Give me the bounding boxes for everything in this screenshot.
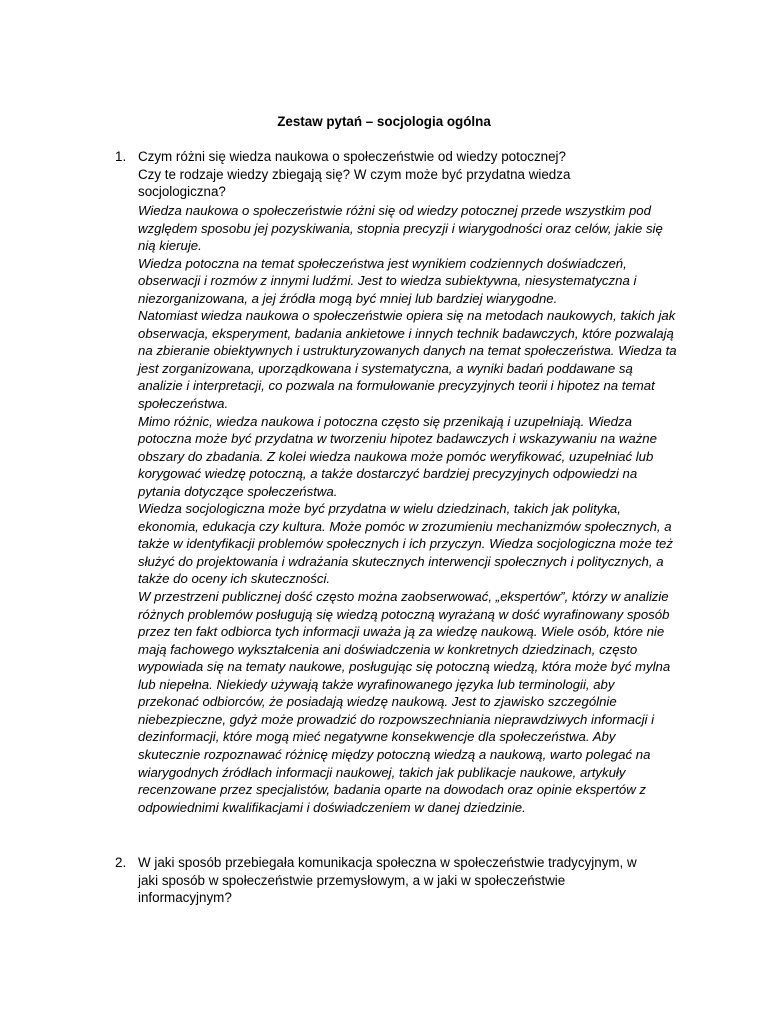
answer-paragraph: W przestrzeni publicznej dość często można zaobserwować, „ekspertów”, którzy w analizie różnych problemów posługują się wiedzą potoczną wyrażaną w dość wyrafinowany sposób przez ten fakt odbiorca tych informacji uważa ją za wiedzę naukową. Wiele osób, które nie mają fachowego wykształcenia ani doświadczenia w konkretnych dziedzinach, często wypowiada się na tematy naukowe, posługując się potoczną wiedzą, która może być mylna lub niepełna. Niekiedy używają także wyrafinowanego języka lub terminologii, aby przekonać odbiorców, że posiadają wiedzę naukową. Jest to zjawisko szczególnie niebezpieczne, gdyż może prowadzić do rozpowszechniania nieprawdziwych informacji i dezinformacji, które mogą mieć negatywne konsekwencje dla społeczeństwa. Aby skutecznie rozpoznawać różnicę między potoczną wiedzą a naukową, warto polegać na wiarygodnych źródłach informacji naukowej, takich jak publikacje naukowe, artykuły recenzowane przez specjalistów, badania oparte na dowodach oraz opinie ekspertów z odpowiednimi kwalifikacjami i doświadczeniem w danej dziedzinie. xyxy=(138,589,671,815)
question-text-line: W jaki sposób przebiegała komunikacja społeczna w społeczeństwie tradycyjnym, w jaki sposób w społeczeństwie przemysłowym, a w jaki w społeczeństwie informacyjnym? xyxy=(138,855,637,906)
question-text-line: Czym różni się wiedza naukowa o społeczeństwie od wiedzy potocznej? xyxy=(138,149,566,164)
question-2 xyxy=(115,854,655,907)
answer-paragraph: Wiedza socjologiczna może być przydatna w wielu dziedzinach, takich jak polityka, ekonomia, edukacja czy kultura. Może pomóc w zrozumieniu mechanizmów społecznych, a także w identyfikacji problemów społecznych i ich przyczyn. Wiedza socjologiczna może też służyć do projektowania i wdrażania skutecznych interwencji społecznych i politycznych, a także do oceny ich skuteczności. xyxy=(138,501,673,587)
answer-paragraph: Natomiast wiedza naukowa o społeczeństwie opiera się na metodach naukowych, takich jak obserwacja, eksperyment, badania ankietowe i innych technik badawczych, które pozwalają na zbieranie obiektywnych i ustrukturyzowanych danych na temat społeczeństwa. Wiedza ta jest zorganizowana, uporządkowana i systematyczna, a wyniki badań poddawane są analizie i interpretacji, co pozwala na formułowanie precyzyjnych teorii i hipotez na temat społeczeństwa. xyxy=(138,308,677,412)
question-1 xyxy=(115,148,655,201)
answer-paragraph: Mimo różnic, wiedza naukowa i potoczna często się przenikają i uzupełniają. Wiedza potoczna może być przydatna w tworzeniu hipotez badawczych i wskazywaniu na ważne obszary do zbadania. Z kolei wiedza naukowa może pomóc weryfikować, uzupełniać lub korygować wiedzę potoczną, a także dostarczyć bardziej precyzyjnych odpowiedzi na pytania dotyczące społeczeństwa. xyxy=(138,413,657,499)
answer-paragraph: Wiedza potoczna na temat społeczeństwa jest wynikiem codziennych doświadczeń, obserwacji i rozmów z innymi ludźmi. Jest to wiedza subiektywna, niesystematyczna i niezorganizowana, a jej źródła mogą być mniej lub bardziej wiarygodne. xyxy=(138,255,637,306)
answer-paragraph: Wiedza naukowa o społeczeństwie różni się od wiedzy potocznej przede wszystkim pod względem sposobu jej pozyskiwania, stopnia precyzji i wiarygodności oraz celów, jakie się nią kieruje. xyxy=(138,203,663,254)
question-text-line: Czy te rodzaje wiedzy zbiegają się? W czym może być przydatna wiedza socjologiczna? xyxy=(138,166,571,200)
question-number: 2. xyxy=(115,855,127,870)
question-number: 1. xyxy=(115,149,127,164)
answer-1 xyxy=(138,202,678,816)
document-title: Zestaw pytań – socjologia ogólna xyxy=(277,114,491,129)
